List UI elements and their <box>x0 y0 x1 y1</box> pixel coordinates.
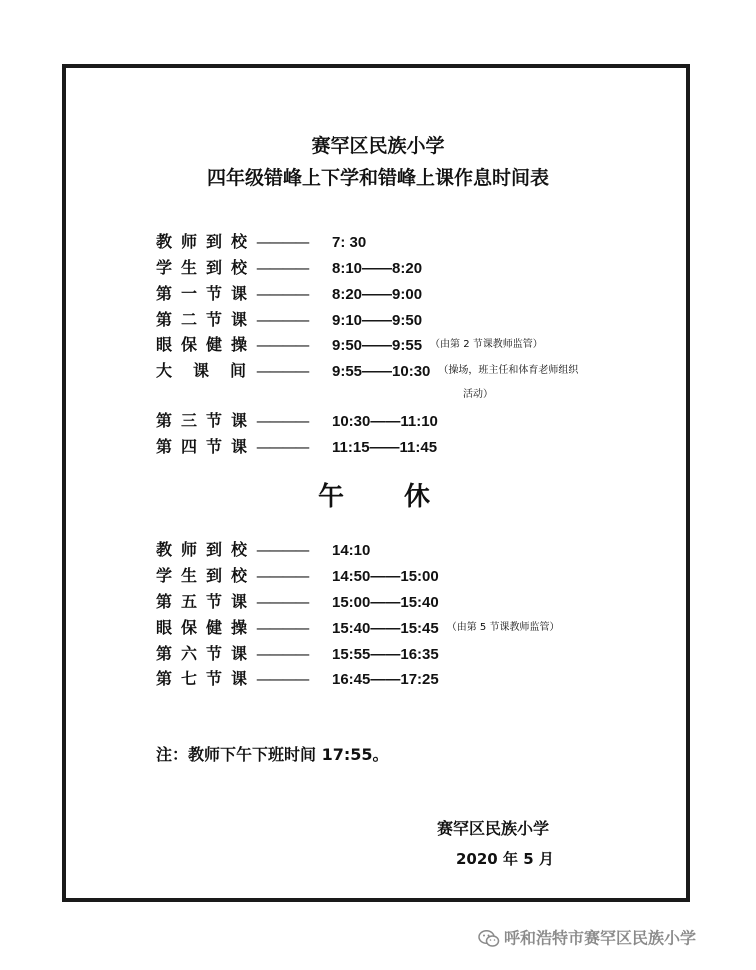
row-label-char: 四 <box>181 437 198 456</box>
row-label <box>156 643 256 665</box>
row-label-char: 节 <box>206 284 223 303</box>
row-label-char: 第 <box>156 411 173 430</box>
row-label-char: 节 <box>206 644 223 663</box>
row-dash: ———— <box>256 336 308 354</box>
row-label-char: 学 <box>156 258 173 277</box>
wechat-icon <box>478 929 500 949</box>
row-label-char: 节 <box>206 411 223 430</box>
row-dash: ———— <box>256 311 308 329</box>
schedule-row <box>156 360 578 382</box>
row-label-char: 二 <box>181 310 198 329</box>
row-label-char: 师 <box>181 540 198 559</box>
row-label-char: 间 <box>230 361 247 380</box>
row-label-char: 师 <box>181 232 198 251</box>
footnote: 注：教师下午下班时间 17:55。 <box>156 745 389 764</box>
row-label-char: 第 <box>156 592 173 611</box>
schedule-row <box>156 257 422 279</box>
row-dash: ———— <box>256 645 308 663</box>
row-label-char: 健 <box>206 618 223 637</box>
schedule-row <box>156 410 438 432</box>
row-label-char: 第 <box>156 437 173 456</box>
row-label-char: 操 <box>231 618 248 637</box>
row-dash: ———— <box>256 619 308 637</box>
row-label <box>156 410 256 432</box>
row-label-char: 操 <box>231 335 248 354</box>
row-time: 7: 30 <box>332 234 367 251</box>
schedule-row <box>156 231 366 253</box>
row-time: 15:00——15:40 <box>332 594 439 611</box>
row-time: 15:55——16:35 <box>332 646 439 663</box>
noon-break-char: 休 <box>404 482 431 512</box>
row-label <box>156 309 256 331</box>
row-label-char: 到 <box>206 232 223 251</box>
row-label <box>156 565 256 587</box>
row-time: 9:50——9:55 <box>332 337 423 354</box>
row-time: 16:45——17:25 <box>332 671 439 688</box>
row-dash: ———— <box>256 259 308 277</box>
row-label-char: 课 <box>231 644 248 663</box>
row-label-char: 到 <box>206 258 223 277</box>
row-note: （操场，班主任和体育老师组织 <box>438 365 579 376</box>
watermark-text: 呼和浩特市赛罕区民族小学 <box>504 928 697 948</box>
row-label-char: 节 <box>206 669 223 688</box>
signature-date: 2020 年 5 月 <box>456 850 554 868</box>
row-label-char: 第 <box>156 669 173 688</box>
noon-break-heading <box>318 482 430 512</box>
schedule-row <box>156 565 439 587</box>
row-time: 8:10——8:20 <box>332 260 423 277</box>
row-dash: ———— <box>256 567 308 585</box>
row-label-char: 校 <box>231 540 248 559</box>
row-label <box>156 283 256 305</box>
row-label-char: 眼 <box>156 618 173 637</box>
signature-school: 赛罕区民族小学 <box>437 819 550 838</box>
schedule-row <box>156 283 422 305</box>
row-label-char: 到 <box>206 566 223 585</box>
row-time: 9:55——10:30 <box>332 363 431 380</box>
row-label-char: 课 <box>231 411 248 430</box>
schedule-row <box>156 668 439 690</box>
school-name-heading: 赛罕区民族小学 <box>311 135 445 157</box>
row-label-char: 生 <box>181 258 198 277</box>
row-label-char: 课 <box>231 310 248 329</box>
row-label-char: 校 <box>231 258 248 277</box>
row-label <box>156 668 256 690</box>
row-note: （由第 5 节课教师监管） <box>446 622 560 633</box>
row-label <box>156 360 256 382</box>
row-time: 9:10——9:50 <box>332 312 423 329</box>
row-label-char: 课 <box>231 669 248 688</box>
row-label-char: 校 <box>231 566 248 585</box>
schedule-row <box>156 309 422 331</box>
row-label <box>156 539 256 561</box>
row-note: （由第 2 节课教师监管） <box>430 339 543 350</box>
row-label-char: 教 <box>156 232 173 251</box>
row-label-char: 七 <box>181 669 198 688</box>
row-note-continuation: 活动） <box>463 389 493 400</box>
row-time: 10:30——11:10 <box>332 413 438 430</box>
row-time: 8:20——9:00 <box>332 286 423 303</box>
row-label-char: 校 <box>231 232 248 251</box>
row-label <box>156 591 256 613</box>
row-label-char: 第 <box>156 284 173 303</box>
row-label-char: 六 <box>181 644 198 663</box>
schedule-row <box>156 334 543 356</box>
row-label-char: 教 <box>156 540 173 559</box>
row-dash: ———— <box>256 541 308 559</box>
row-label-char: 课 <box>231 284 248 303</box>
row-label <box>156 231 256 253</box>
schedule-title: 四年级错峰上下学和错峰上课作息时间表 <box>206 167 549 189</box>
row-label <box>156 334 256 356</box>
row-label-char: 健 <box>206 335 223 354</box>
row-label-char: 课 <box>231 592 248 611</box>
row-label-char: 第 <box>156 644 173 663</box>
row-dash: ———— <box>256 285 308 303</box>
row-label-char: 第 <box>156 310 173 329</box>
row-label-char: 节 <box>206 592 223 611</box>
schedule-row <box>156 539 370 561</box>
row-label-char: 生 <box>181 566 198 585</box>
row-label-char: 节 <box>206 310 223 329</box>
row-label-char: 课 <box>193 361 210 380</box>
row-label-char: 保 <box>181 618 198 637</box>
row-label-char: 五 <box>181 592 198 611</box>
row-time: 14:50——15:00 <box>332 568 439 585</box>
row-label-char: 大 <box>156 361 173 380</box>
row-dash: ———— <box>256 670 308 688</box>
row-label <box>156 436 256 458</box>
row-time: 14:10 <box>332 542 371 559</box>
schedule-row <box>156 617 559 639</box>
row-label-char: 一 <box>181 284 198 303</box>
row-label <box>156 617 256 639</box>
schedule-row <box>156 436 437 458</box>
row-dash: ———— <box>256 233 308 251</box>
schedule-row <box>156 643 439 665</box>
row-dash: ———— <box>256 438 308 456</box>
row-dash: ———— <box>256 593 308 611</box>
watermark <box>478 926 696 950</box>
noon-break-char: 午 <box>318 482 345 512</box>
row-label-char: 节 <box>206 437 223 456</box>
row-dash: ———— <box>256 362 308 380</box>
row-time: 15:40——15:45 <box>332 620 439 637</box>
row-time: 11:15——11:45 <box>332 439 438 456</box>
row-label-char: 学 <box>156 566 173 585</box>
row-label-char: 保 <box>181 335 198 354</box>
row-label <box>156 257 256 279</box>
row-label-char: 到 <box>206 540 223 559</box>
row-label-char: 课 <box>231 437 248 456</box>
row-label-char: 三 <box>181 411 198 430</box>
row-label-char: 眼 <box>156 335 173 354</box>
row-dash: ———— <box>256 412 308 430</box>
schedule-row <box>156 591 439 613</box>
